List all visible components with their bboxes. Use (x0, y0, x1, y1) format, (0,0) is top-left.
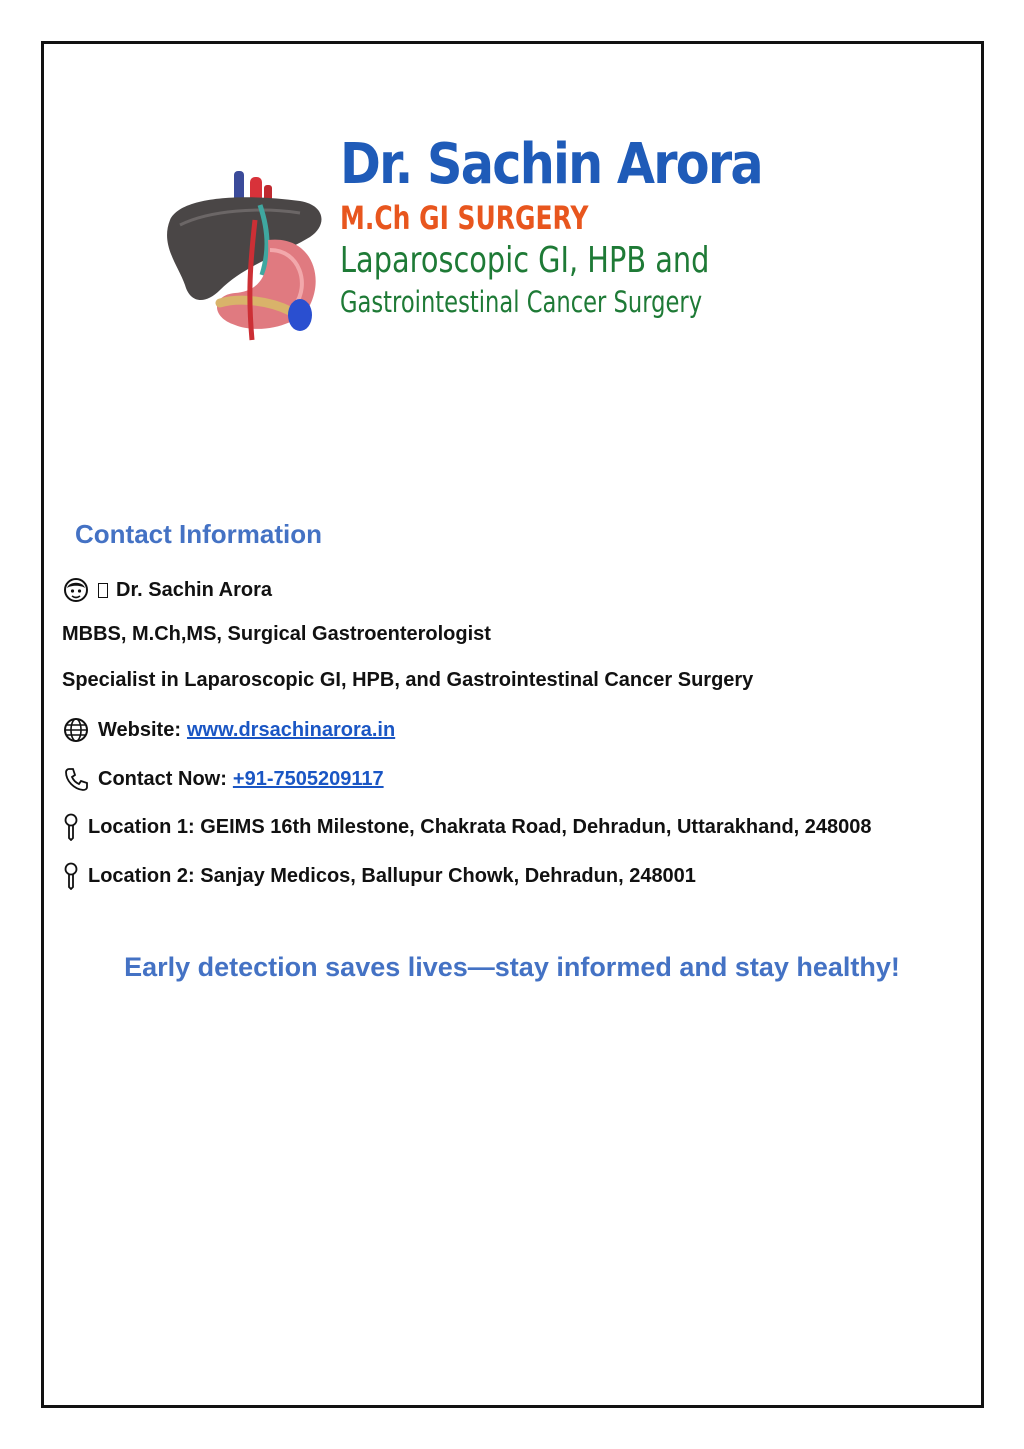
phone-link[interactable]: +91-7505209117 (232, 767, 384, 790)
globe-icon (62, 716, 90, 744)
logo-specialty-line1: Laparoscopic GI, HPB and (340, 240, 710, 281)
logo-degree: M.Ch GI SURGERY (340, 199, 589, 237)
location1-text: Location 1: GEIMS 16th Milestone, Chakrata Road, Dehradun, Uttarakhand, 248008 (88, 815, 872, 838)
logo (150, 125, 760, 355)
tagline: Early detection saves lives—stay informed and stay healthy! (124, 952, 900, 982)
location2-row (62, 862, 696, 890)
doctor-name-row (62, 576, 272, 604)
website-label: Website: (98, 718, 181, 741)
location-pin-icon (62, 813, 80, 841)
qualifications-row (62, 623, 491, 646)
missing-glyph-box (98, 583, 108, 598)
qualifications-text: MBBS, M.Ch,MS, Surgical Gastroenterologist (62, 623, 491, 645)
doctor-name: Dr. Sachin Arora (116, 578, 272, 601)
location-pin-icon (62, 862, 80, 890)
website-link[interactable]: www.drsachinarora.in (186, 718, 396, 741)
logo-specialty-line2: Gastrointestinal Cancer Surgery (340, 285, 703, 319)
specialty-text: Specialist in Laparoscopic GI, HPB, and Gastrointestinal Cancer Surgery (62, 669, 754, 691)
contact-heading: Contact Information (75, 519, 322, 549)
location2-text: Location 2: Sanjay Medicos, Ballupur Chowk, Dehradun, 248001 (88, 864, 696, 887)
specialty-row (62, 669, 753, 692)
phone-icon (62, 765, 90, 793)
phone-label: Contact Now: (98, 767, 227, 790)
phone-row (62, 765, 384, 793)
location1-row (62, 813, 872, 841)
doctor-icon (62, 576, 90, 604)
website-row (62, 716, 395, 744)
logo-name: Dr. Sachin Arora (340, 132, 762, 197)
liver-stomach-illustration (150, 125, 330, 355)
